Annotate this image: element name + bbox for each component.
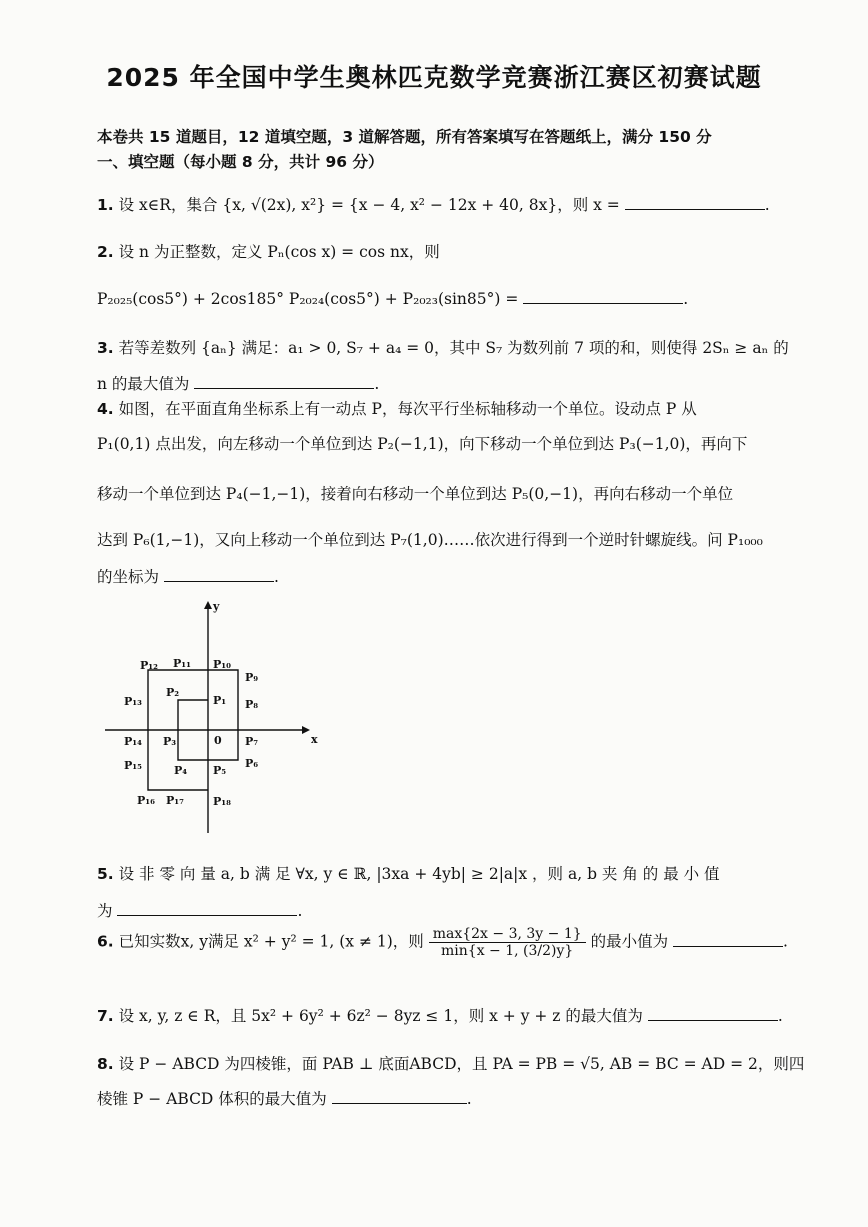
point-label: P₁₈ — [213, 795, 231, 808]
answer-blank[interactable] — [164, 567, 274, 582]
point-label: P₈ — [245, 698, 259, 711]
question-number: 5. — [97, 865, 114, 883]
question-3 — [97, 336, 789, 358]
question-7 — [97, 1004, 783, 1026]
question-text: 设 非 零 向 量 a, b 满 足 ∀x, y ∈ ℝ, |3xa + 4yb| ≥ 2|a|x ，则 a, b 夹 角 的 最 小 值 — [118, 865, 720, 883]
question-text: 的坐标为 — [97, 568, 160, 586]
punctuation: . — [374, 375, 380, 393]
question-1 — [97, 193, 770, 215]
axis-y-label: y — [213, 600, 220, 613]
question-number: 2. — [97, 243, 114, 261]
question-text: 棱锥 P − ABCD 体积的最大值为 — [97, 1090, 327, 1108]
point-label: P₃ — [163, 735, 177, 748]
punctuation: . — [273, 568, 279, 586]
question-number: 8. — [97, 1055, 114, 1073]
point-label: P₁₁ — [173, 657, 191, 670]
y-arrow-icon — [204, 601, 212, 609]
fraction-denominator: min{x − 1, (3/2)y} — [441, 943, 574, 959]
point-label: P₁ — [213, 694, 227, 707]
question-text: 如图，在平面直角坐标系上有一动点 P，每次平行坐标轴移动一个单位。设动点 P 从 — [118, 400, 697, 418]
answer-blank[interactable] — [673, 932, 783, 947]
answer-blank[interactable] — [332, 1089, 467, 1104]
axis-x-label: x — [311, 733, 318, 746]
question-number: 4. — [97, 400, 114, 418]
answer-blank[interactable] — [194, 374, 374, 389]
question-formula: P₂₀₂₅(cos5°) + 2cos185° P₂₀₂₄(cos5°) + P₂₀₂₃(sin85°) = — [97, 290, 519, 308]
question-5 — [97, 862, 720, 884]
question-4-line3: 移动一个单位到达 P₄(−1,−1)，接着向右移动一个单位到达 P₅(0,−1)，再向右移动一个单位 — [97, 485, 734, 503]
question-text: 设 n 为正整数，定义 Pₙ(cos x) = cos nx，则 — [118, 243, 440, 261]
point-label: P₂ — [166, 686, 180, 699]
question-8 — [97, 1052, 804, 1074]
question-4-line5 — [97, 565, 279, 587]
question-5-cont — [97, 899, 302, 921]
punctuation: . — [683, 290, 689, 308]
section-heading: 一、填空题（每小题 8 分，共计 96 分） — [97, 153, 384, 171]
question-number: 3. — [97, 339, 114, 357]
question-text: n 的最大值为 — [97, 375, 190, 393]
point-label: P₉ — [245, 671, 259, 684]
answer-blank[interactable] — [648, 1006, 778, 1021]
point-label: P₁₅ — [124, 759, 142, 772]
point-label: P₁₂ — [140, 659, 158, 672]
question-text: 若等差数列 {aₙ} 满足：a₁ > 0, S₇ + a₄ = 0，其中 S₇ 为数列前 7 项的和，则使得 2Sₙ ≥ aₙ 的 — [118, 339, 789, 357]
question-text: 设 P − ABCD 为四棱锥，面 PAB ⊥ 底面ABCD，且 PA = PB = √5, AB = BC = AD = 2，则四 — [118, 1055, 805, 1073]
point-label: P₆ — [245, 757, 259, 770]
question-text: 已知实数x, y满足 x² + y² = 1, (x ≠ 1)，则 — [118, 932, 424, 951]
question-8-cont — [97, 1087, 472, 1109]
point-label: P₅ — [213, 764, 227, 777]
answer-blank[interactable] — [117, 901, 297, 916]
question-2 — [97, 240, 440, 262]
point-label: P₁₃ — [124, 695, 142, 708]
question-4-line4: 达到 P₆(1,−1)，又向上移动一个单位到达 P₇(1,0)……依次进行得到一个逆时针螺旋线。问 P₁₀₀₀ — [97, 531, 763, 549]
answer-blank[interactable] — [523, 289, 683, 304]
fraction-numerator: max{2x − 3, 3y − 1} — [429, 926, 586, 943]
point-label: P₇ — [245, 735, 259, 748]
origin-label: 0 — [214, 734, 222, 747]
question-2-formula — [97, 289, 688, 308]
page-title: 2025 年全国中学生奥林匹克数学竞赛浙江赛区初赛试题 — [106, 63, 762, 92]
question-number: 7. — [97, 1007, 114, 1025]
question-number: 6. — [97, 932, 114, 951]
question-3-cont — [97, 372, 379, 394]
point-label: P₄ — [174, 764, 188, 777]
question-number: 1. — [97, 196, 114, 214]
punctuation: . — [777, 1007, 783, 1025]
exam-intro: 本卷共 15 道题目，12 道填空题，3 道解答题，所有答案填写在答题纸上，满分 150 分 — [97, 128, 712, 146]
question-text: 设 x, y, z ∈ R，且 5x² + 6y² + 6z² − 8yz ≤ 1，则 x + y + z 的最大值为 — [118, 1007, 643, 1025]
point-label: P₁₇ — [166, 794, 184, 807]
fraction-expression — [429, 926, 586, 959]
punctuation: . — [764, 196, 770, 214]
question-4 — [97, 397, 697, 419]
punctuation: . — [783, 932, 788, 951]
punctuation: . — [466, 1090, 472, 1108]
punctuation: . — [297, 902, 303, 920]
point-label: P₁₀ — [213, 658, 231, 671]
x-arrow-icon — [302, 726, 310, 734]
question-text: 为 — [97, 902, 113, 920]
point-label: P₁₆ — [137, 794, 155, 807]
question-6 — [97, 926, 788, 959]
point-label: P₁₄ — [124, 735, 142, 748]
question-4-line2: P₁(0,1) 点出发，向左移动一个单位到达 P₂(−1,1)，向下移动一个单位到达 P₃(−1,0)，再向下 — [97, 435, 748, 453]
answer-blank[interactable] — [625, 195, 765, 210]
question-text-after: 的最小值为 — [590, 932, 669, 951]
question-text: 设 x∈R，集合 {x, √(2x), x²} = {x − 4, x² − 12x + 40, 8x}，则 x = — [118, 196, 620, 214]
spiral-figure — [100, 597, 330, 847]
